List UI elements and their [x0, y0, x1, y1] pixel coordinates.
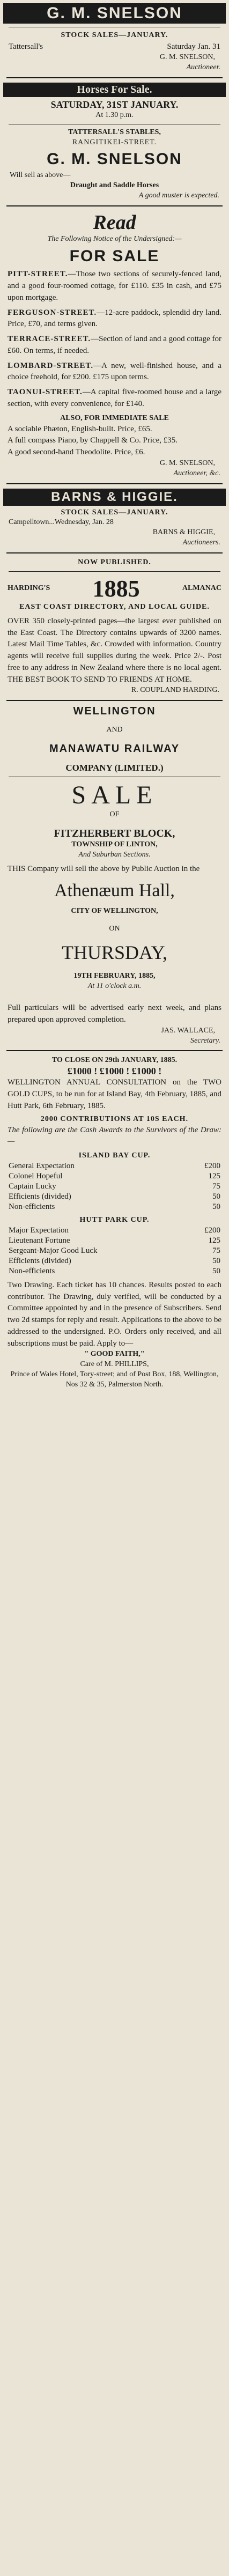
- railway-signer-title: Secretary.: [190, 1036, 220, 1045]
- sale-word: SALE: [71, 781, 158, 810]
- table-row: [3, 1236, 226, 1246]
- read-signer: G. M. SNELSON,: [159, 459, 215, 467]
- railway-date: 19TH FEBRUARY, 1885,: [73, 972, 156, 980]
- snelson-name-banner: G. M. SNELSON: [3, 3, 226, 24]
- auctioneer-title: Auctioneer.: [186, 63, 220, 72]
- railway-line3: MANAWATU RAILWAY: [49, 743, 180, 755]
- property-label: TERRACE-STREET.: [8, 335, 91, 344]
- cup-pounds: £1000 ! £1000 ! £1000 !: [67, 1066, 162, 1077]
- award-label: General Expectation: [9, 1161, 75, 1170]
- for-sale-title: FOR SALE: [69, 247, 160, 265]
- table-row: [3, 1246, 226, 1256]
- harding-signer: R. COUPLAND HARDING.: [131, 686, 219, 695]
- property-item: [3, 269, 226, 304]
- table-row: [3, 1226, 226, 1236]
- cup-body: WELLINGTON ANNUAL CONSULTATION on the TWO GOLD CUPS, to be run for at Island Bay, 4th February, 1885, and Hutt Park, 6th February, 1885.: [8, 1078, 221, 1110]
- harding-title-row: [3, 575, 226, 602]
- property-text: —A capital five-roomed house and a large section, with every convenience, for £140.: [8, 388, 221, 408]
- good-faith: " GOOD FAITH,": [84, 1350, 145, 1359]
- award-label: Efficients (divided): [9, 1256, 71, 1265]
- award-label: Lieutenant Fortune: [9, 1236, 70, 1245]
- property-label: LOMBARD-STREET.: [8, 361, 94, 370]
- horses-title: Horses For Sale.: [3, 83, 226, 97]
- read-ad: [3, 211, 226, 479]
- extra-item: A good second-hand Theodolite. Price, £6.: [8, 448, 145, 457]
- muster-note: A good muster is expected.: [138, 191, 219, 200]
- award-amount: 125: [208, 1171, 220, 1180]
- stock-sales-title: STOCK SALES—JANUARY.: [61, 31, 168, 39]
- award-label: Non-efficients: [9, 1266, 55, 1275]
- harding-body: OVER 350 closely-printed pages—the largest ever published on the East Coast. The Directory contains upwards of 3200 names. Latest Mail Time Tables, &c. Crowded with information. Country agents will receive full supplies during the week. Price 2/-. Post free to any address in New Zealand where there is no local agent. THE BEST BOOK TO SEND TO FRIENDS AT HOME.: [8, 616, 221, 684]
- property-item: [3, 334, 226, 357]
- property-item: [3, 307, 226, 331]
- tattersall-row: [3, 41, 226, 53]
- fitzherbert-block: FITZHERBERT BLOCK,: [54, 828, 175, 840]
- cup-ad: [3, 1056, 226, 1390]
- harding-name-right: ALMANAC: [182, 584, 221, 593]
- island-bay-table: [3, 1161, 226, 1212]
- award-amount: 50: [212, 1256, 220, 1265]
- table-row: [3, 1202, 226, 1212]
- table-row: [3, 1192, 226, 1202]
- will-sell: Will sell as above—: [10, 171, 71, 179]
- railway-line4: COMPANY (LIMITED.): [65, 763, 164, 773]
- island-bay-title: ISLAND BAY CUP.: [78, 1152, 151, 1160]
- now-published: NOW PUBLISHED.: [78, 558, 151, 567]
- railway-signer: JAS. WALLACE,: [161, 1026, 215, 1035]
- suburban: And Suburban Sections.: [78, 850, 151, 859]
- property-label: FERGUSON-STREET.: [8, 308, 97, 317]
- cup-following: The following are the Cash Awards to the Survivors of the Draw:—: [8, 1125, 221, 1146]
- auctioneer-name: G. M. SNELSON,: [159, 53, 215, 62]
- railway-notice: Full particulars will be advertised early next week, and plans prepared upon approved completion.: [8, 1003, 221, 1024]
- thursday: THURSDAY,: [61, 942, 168, 964]
- property-text: —A new, well-finished house, and a choice freehold, for £200. £175 upon terms.: [8, 361, 221, 382]
- award-label: Colonel Hopeful: [9, 1171, 63, 1180]
- township: TOWNSHIP OF LINTON,: [71, 840, 158, 849]
- cup-shares: 2000 CONTRIBUTIONS AT 10S EACH.: [40, 1114, 189, 1123]
- property-label: PITT-STREET.: [8, 270, 68, 279]
- cup-close: TO CLOSE ON 29th JANUARY, 1885.: [51, 1056, 178, 1065]
- stables-name: TATTERSALL'S STABLES,: [68, 128, 161, 137]
- table-row: [3, 1161, 226, 1171]
- award-amount: 50: [212, 1192, 220, 1201]
- harding-name-left: HARDING'S: [8, 584, 50, 593]
- railway-ad: [3, 705, 226, 1046]
- table-row: [3, 1171, 226, 1182]
- newspaper-page: [3, 0, 226, 1390]
- tattersall-place: Tattersall's: [9, 42, 43, 51]
- barns-ad: [3, 489, 226, 549]
- award-amount: 75: [212, 1246, 220, 1255]
- draw-text: Two Drawing. Each ticket has 10 chances. Results posted to each contributor. The Drawing, duly verified, will be conducted by a Committee appointed by and in the presence of Subscribers. Send two 2d stamps for reply and result. Applications to the above to be addressed to the undersigned. P.O. Orders only received, and all subscriptions must be paid. Apply to—: [8, 1280, 221, 1348]
- read-subtitle: The Following Notice of the Undersigned:—: [47, 234, 182, 243]
- horses-ad: [3, 83, 226, 201]
- property-text: —12-acre paddock, splendid dry land. Price, £70, and terms given.: [8, 308, 221, 329]
- horses-date: SATURDAY, 31ST JANUARY.: [50, 99, 179, 110]
- hutt-park-table: [3, 1226, 226, 1276]
- hutt-park-title: HUTT PARK CUP.: [79, 1215, 150, 1224]
- harding-ad: [3, 558, 226, 696]
- snelson-stock-ad: [3, 3, 226, 73]
- table-row: [3, 1266, 226, 1276]
- hotel-address: Prince of Wales Hotel, Tory-street; and of Post Box, 188, Wellington,: [10, 1370, 219, 1379]
- award-amount: 50: [212, 1266, 220, 1275]
- barns-title: BARNS & HIGGIE.: [3, 489, 226, 506]
- property-item: [3, 387, 226, 410]
- also-for-sale: ALSO, FOR IMMEDIATE SALE: [60, 414, 169, 422]
- barns-stock: STOCK SALES—JANUARY.: [61, 508, 168, 516]
- railway-time: At 11 o'clock a.m.: [87, 982, 142, 991]
- barns-names: BARNS & HIGGIE,: [152, 528, 215, 537]
- street-address: Nos 32 & 35, Palmerston North.: [65, 1380, 164, 1389]
- property-text: —Section of land and a good cottage for £60. On terms, if needed.: [8, 335, 221, 355]
- award-label: Efficients (divided): [9, 1192, 71, 1201]
- barns-place: Campelltown...Wednesday, Jan. 28: [9, 518, 114, 527]
- read-signer-title: Auctioneer, &c.: [173, 469, 220, 477]
- award-amount: £200: [204, 1161, 220, 1170]
- award-label: Non-efficients: [9, 1202, 55, 1211]
- award-amount: 75: [212, 1182, 220, 1191]
- draught-horses: Draught and Saddle Horses: [70, 181, 159, 189]
- of-word: OF: [109, 810, 120, 819]
- award-label: Major Expectation: [9, 1226, 69, 1235]
- city: CITY OF WELLINGTON,: [71, 906, 158, 915]
- railway-line2: AND: [106, 726, 123, 734]
- extra-item: A sociable Phæton, English-built. Price, £65.: [8, 424, 152, 433]
- property-text: —Those two sections of securely-fenced land, and a good four-roomed cottage, for £110. £35 in cash, and £75 upon mortgage.: [8, 270, 221, 302]
- award-label: Captain Lucky: [9, 1182, 56, 1191]
- property-item: [3, 360, 226, 384]
- award-amount: £200: [204, 1226, 220, 1235]
- on-word: ON: [109, 924, 120, 933]
- table-row: [3, 1182, 226, 1192]
- award-amount: 125: [208, 1236, 220, 1245]
- horses-snelson: G. M. SNELSON: [47, 150, 182, 168]
- read-title: Read: [93, 211, 136, 234]
- extra-item: A full compass Piano, by Chappell & Co. Price, £35.: [8, 436, 178, 445]
- tattersall-date: Saturday Jan. 31: [167, 42, 220, 51]
- harding-year: 1885: [92, 575, 140, 602]
- care-of: Care of M. PHILLIPS,: [80, 1360, 149, 1369]
- table-row: [3, 1256, 226, 1266]
- award-amount: 50: [212, 1202, 220, 1211]
- railway-line1: WELLINGTON: [73, 705, 156, 718]
- property-label: TAONUI-STREET.: [8, 388, 83, 397]
- barns-title2: Auctioneers.: [182, 538, 220, 547]
- athenaeum-hall: Athenæum Hall,: [54, 880, 175, 901]
- stables-street: RANGITIKEI-STREET.: [72, 138, 157, 146]
- harding-subtitle: EAST COAST DIRECTORY, AND LOCAL GUIDE.: [19, 603, 210, 611]
- horses-time: At 1.30 p.m.: [95, 111, 134, 120]
- railway-body: THIS Company will sell the above by Public Auction in the: [8, 864, 200, 873]
- award-label: Sergeant-Major Good Luck: [9, 1246, 98, 1255]
